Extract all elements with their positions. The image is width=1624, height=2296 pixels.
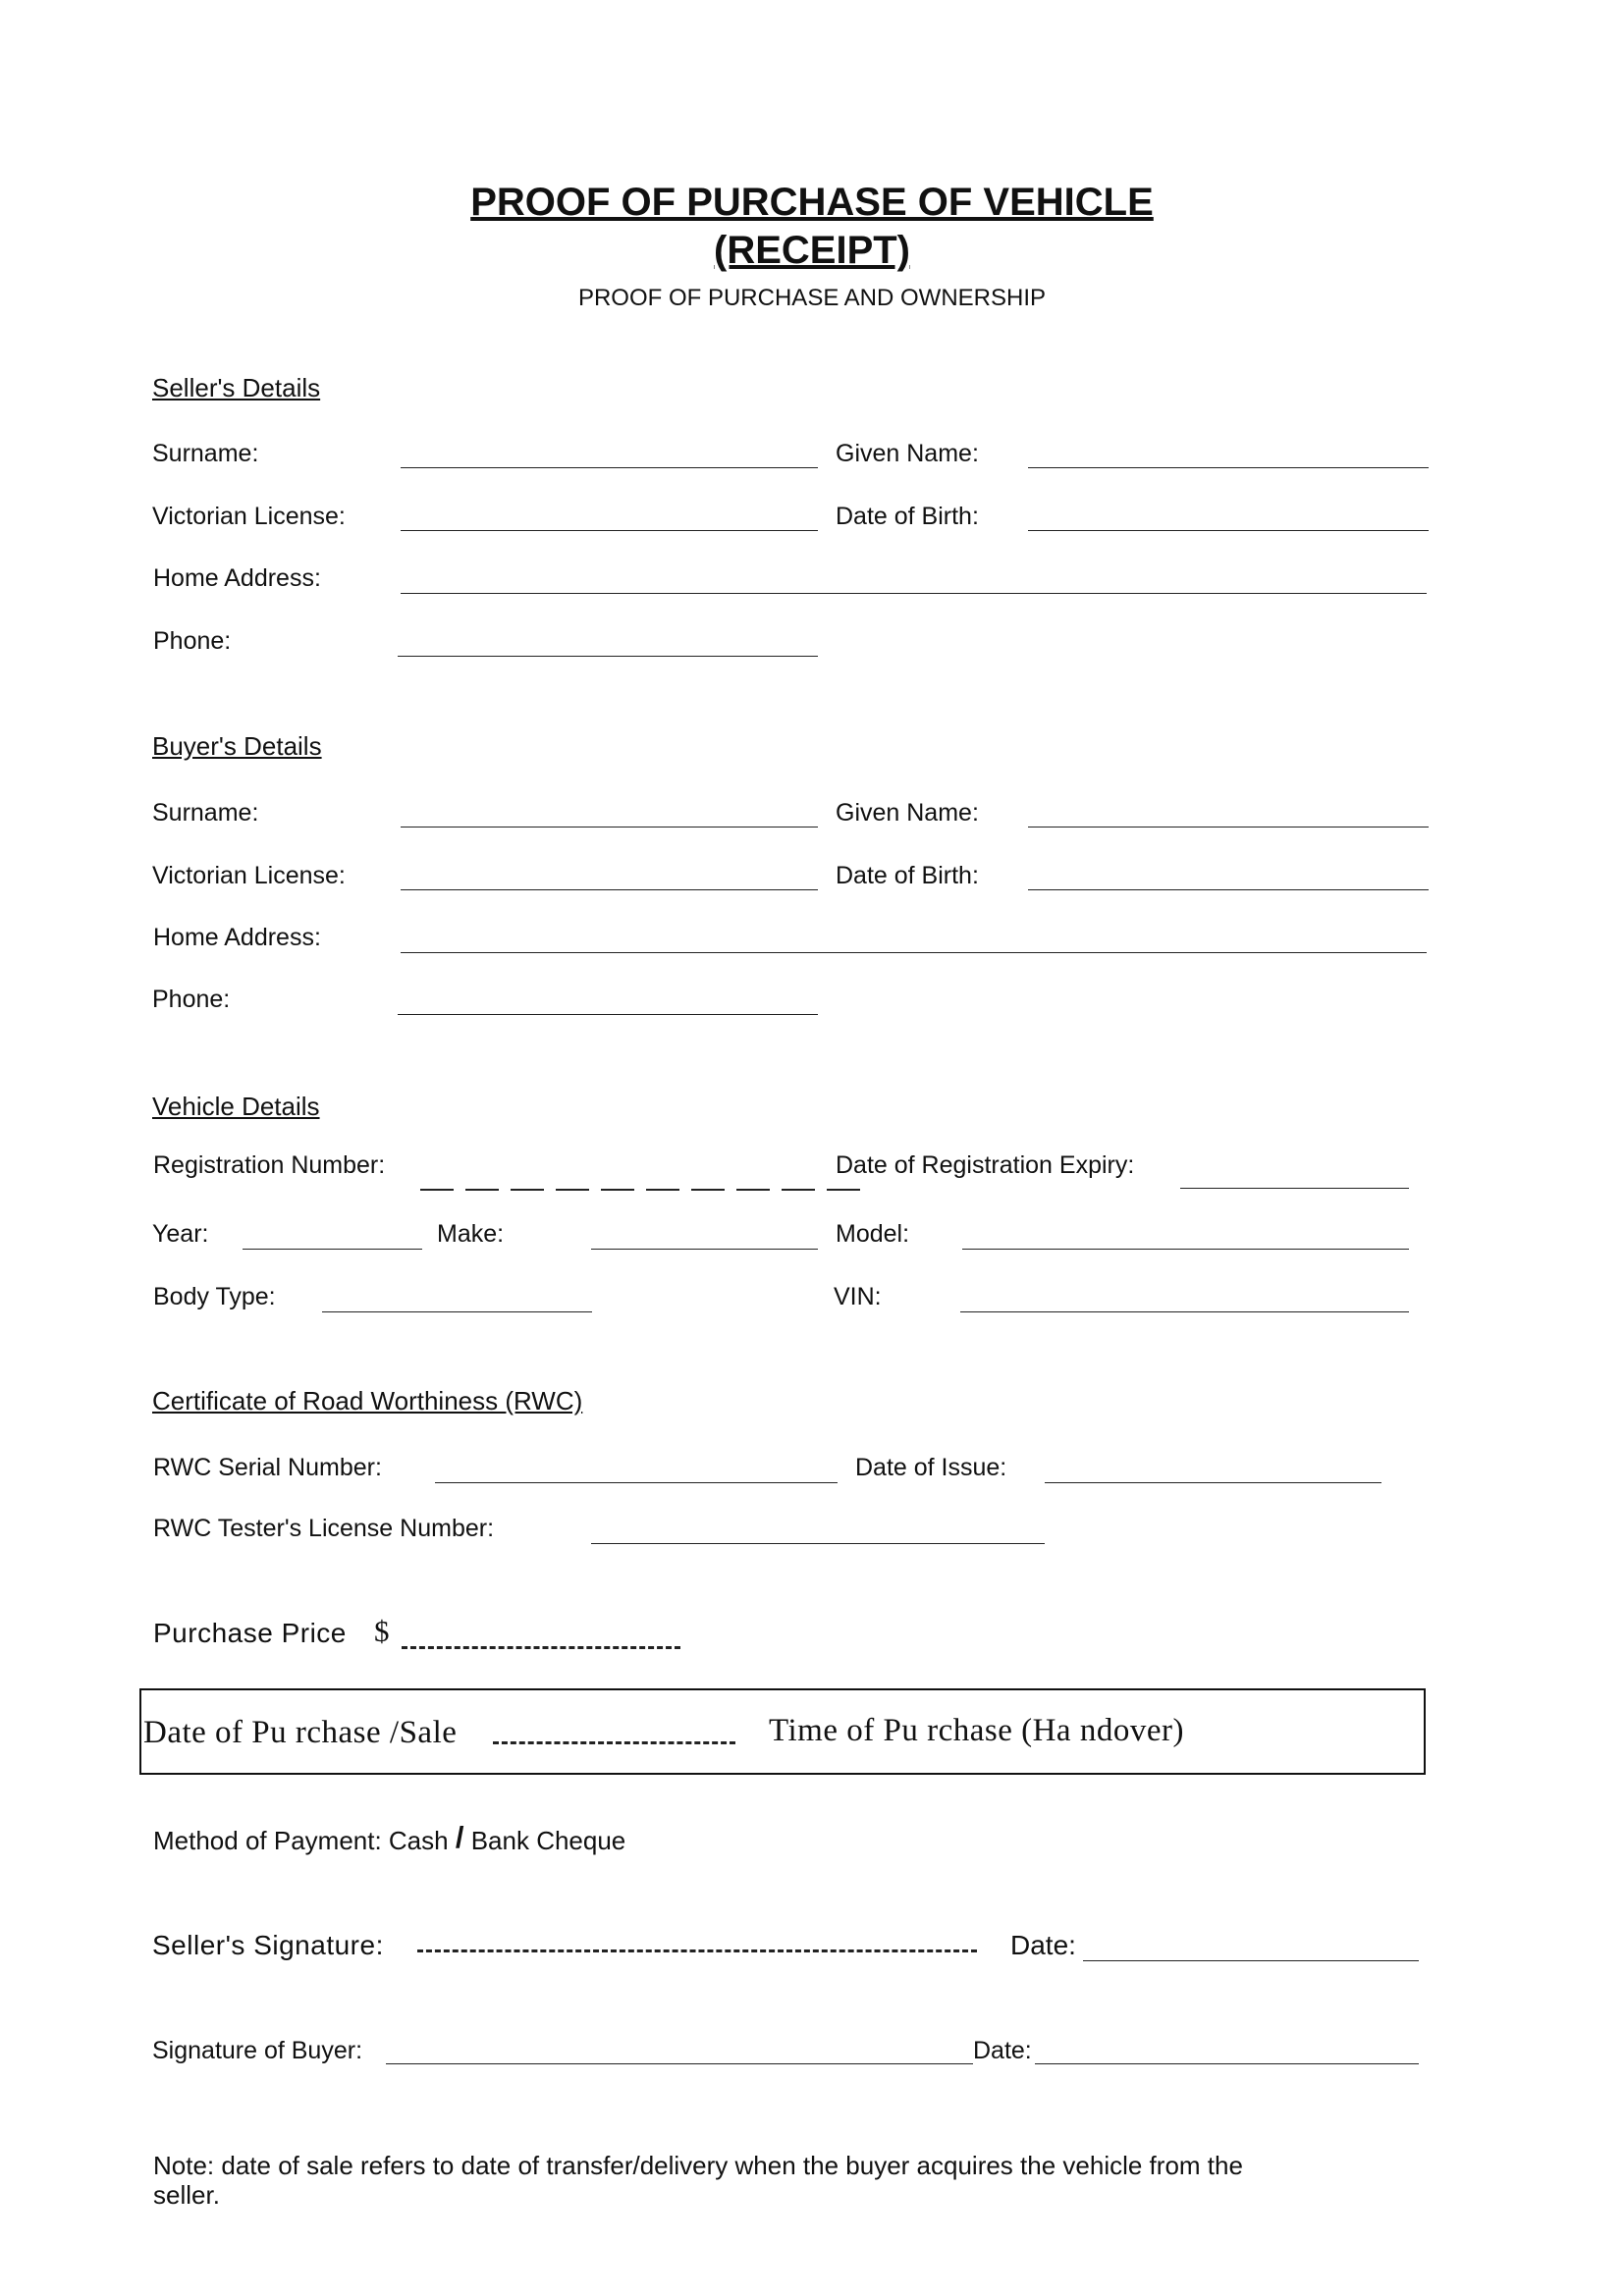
- payment-separator: /: [455, 1820, 464, 1854]
- rwc-section-heading: Certificate of Road Worthiness (RWC): [152, 1386, 583, 1415]
- seller-section-heading: Seller's Details: [152, 373, 321, 402]
- seller-dob-field[interactable]: [1028, 530, 1429, 531]
- buyer-signature-label: Signature of Buyer:: [152, 2037, 363, 2064]
- body-type-label: Body Type:: [153, 1283, 276, 1310]
- document-title: PROOF OF PURCHASE OF VEHICLE: [470, 181, 1154, 224]
- buyer-signature-date-label: Date:: [973, 2037, 1032, 2064]
- seller-signature-date-label: Date:: [1010, 1930, 1076, 1960]
- seller-dob-label: Date of Birth:: [836, 503, 979, 530]
- body-type-field[interactable]: [322, 1311, 592, 1312]
- seller-address-label: Home Address:: [153, 564, 321, 592]
- model-field[interactable]: [962, 1249, 1409, 1250]
- registration-number-label: Registration Number:: [153, 1151, 386, 1179]
- payment-method-label: Method of Payment: Cash: [153, 1826, 449, 1855]
- buyer-dob-label: Date of Birth:: [836, 862, 979, 889]
- payment-method-line: [153, 1822, 625, 1857]
- buyer-surname-field[interactable]: [401, 827, 818, 828]
- buyer-given-name-label: Given Name:: [836, 799, 979, 827]
- make-field[interactable]: [591, 1249, 818, 1250]
- seller-given-name-label: Given Name:: [836, 440, 979, 467]
- document-subtitle: PROOF OF PURCHASE AND OWNERSHIP: [577, 285, 1047, 311]
- seller-license-field[interactable]: [401, 530, 818, 531]
- buyer-section-heading: Buyer's Details: [152, 731, 322, 761]
- document-title-receipt: (RECEIPT): [714, 229, 910, 272]
- vin-label: VIN:: [834, 1283, 882, 1310]
- vehicle-section-heading: Vehicle Details: [152, 1092, 320, 1121]
- buyer-dob-field[interactable]: [1028, 889, 1429, 890]
- buyer-license-label: Victorian License:: [152, 862, 346, 889]
- registration-expiry-label: Date of Registration Expiry:: [836, 1151, 1135, 1179]
- seller-phone-label: Phone:: [153, 627, 232, 655]
- rwc-serial-field[interactable]: [435, 1482, 838, 1483]
- rwc-issue-date-field[interactable]: [1045, 1482, 1381, 1483]
- seller-signature-date-field[interactable]: [1083, 1960, 1419, 1961]
- buyer-signature-field[interactable]: [386, 2063, 973, 2064]
- year-label: Year:: [152, 1220, 209, 1248]
- seller-phone-field[interactable]: [398, 656, 818, 657]
- buyer-phone-label: Phone:: [152, 986, 231, 1013]
- rwc-tester-license-field[interactable]: [591, 1543, 1045, 1544]
- purchase-price-label: Purchase Price: [153, 1618, 347, 1648]
- buyer-given-name-field[interactable]: [1028, 827, 1429, 828]
- buyer-signature-date-field[interactable]: [1035, 2063, 1419, 2064]
- rwc-serial-label: RWC Serial Number:: [153, 1454, 382, 1481]
- note-line-2: seller.: [153, 2180, 220, 2210]
- purchase-time-label: Time of Pu rchase (Ha ndover): [769, 1713, 1184, 1748]
- rwc-tester-license-label: RWC Tester's License Number:: [153, 1515, 495, 1542]
- currency-symbol: $: [374, 1614, 390, 1648]
- buyer-address-field[interactable]: [401, 952, 1427, 953]
- seller-surname-label: Surname:: [152, 440, 259, 467]
- seller-signature-label: Seller's Signature:: [152, 1930, 384, 1960]
- buyer-license-field[interactable]: [401, 889, 818, 890]
- registration-number-field[interactable]: [420, 1189, 870, 1191]
- seller-surname-field[interactable]: [401, 467, 818, 468]
- buyer-phone-field[interactable]: [398, 1014, 818, 1015]
- purchase-date-label: Date of Pu rchase /Sale: [143, 1715, 458, 1750]
- seller-given-name-field[interactable]: [1028, 467, 1429, 468]
- registration-expiry-field[interactable]: [1180, 1188, 1409, 1189]
- model-label: Model:: [836, 1220, 910, 1248]
- payment-bank-cheque: Bank Cheque: [470, 1826, 626, 1855]
- seller-license-label: Victorian License:: [152, 503, 346, 530]
- purchase-date-field[interactable]: [493, 1741, 735, 1744]
- buyer-surname-label: Surname:: [152, 799, 259, 827]
- purchase-price-field[interactable]: [402, 1646, 680, 1649]
- buyer-address-label: Home Address:: [153, 924, 321, 951]
- seller-signature-field[interactable]: [417, 1949, 977, 1952]
- rwc-issue-date-label: Date of Issue:: [855, 1454, 1007, 1481]
- vin-field[interactable]: [960, 1311, 1409, 1312]
- make-label: Make:: [437, 1220, 505, 1248]
- seller-address-field[interactable]: [401, 593, 1427, 594]
- note-line-1: Note: date of sale refers to date of transfer/delivery when the buyer acquires the vehicle from the: [153, 2151, 1243, 2180]
- year-field[interactable]: [243, 1249, 422, 1250]
